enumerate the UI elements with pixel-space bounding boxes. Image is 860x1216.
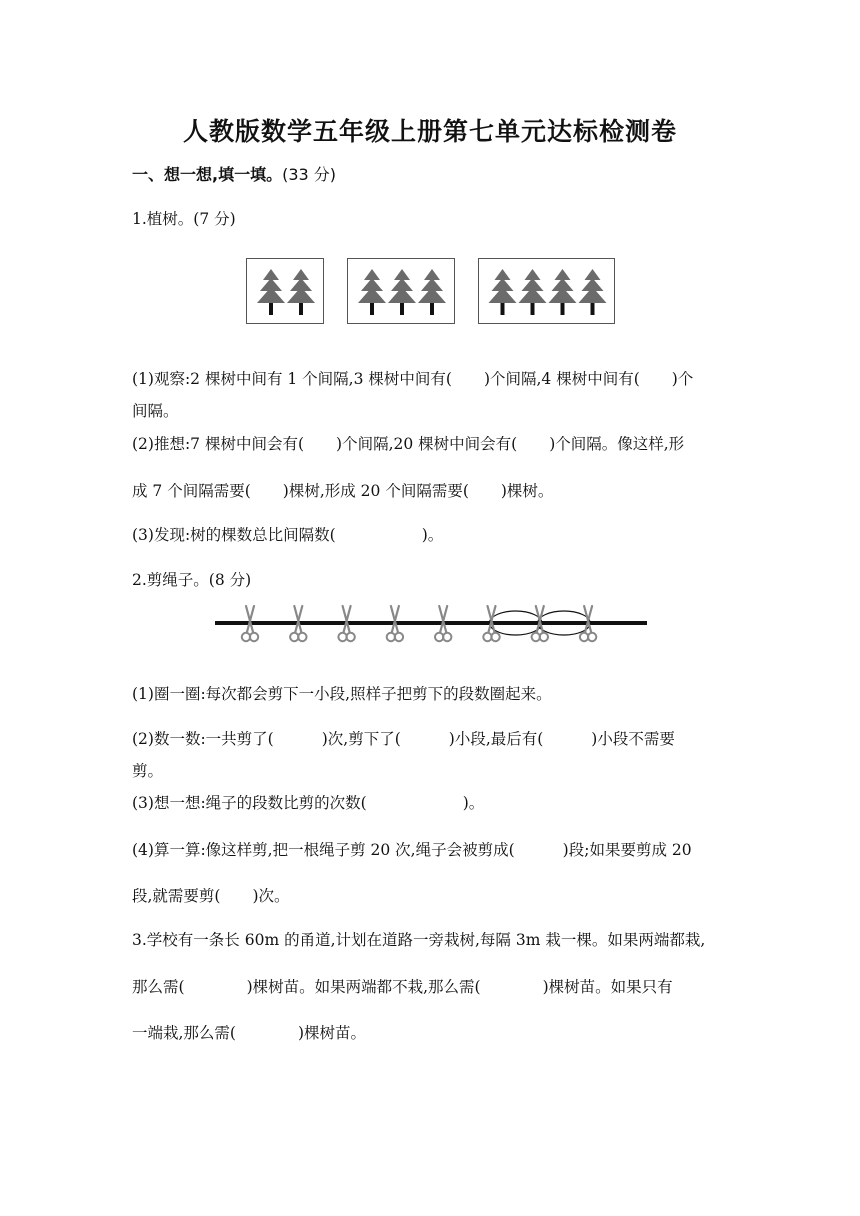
tree-group-2-svg	[247, 259, 325, 325]
q3-line2	[132, 975, 673, 997]
q1-part2-text-c: )个间隔。像这样,形	[549, 435, 685, 453]
q1-part1-line1	[132, 367, 693, 389]
q1-part2-text-f: )棵树。	[500, 482, 554, 500]
q1-part3-text-b: )。	[421, 526, 444, 544]
q1-part2-text-d: 成 7 个间隔需要(	[132, 482, 251, 500]
q3-text-d: 一端栽,那么需(	[132, 1024, 236, 1042]
q2-part2-text-c: )小段,最后有(	[448, 730, 544, 748]
q2-part2-text-b: )次,剪下了(	[321, 730, 401, 748]
q1-part1-line2: 间隔。	[132, 402, 179, 420]
tree-icon	[257, 269, 285, 315]
q2-part2-text-a: (2)数一数:一共剪了(	[132, 730, 274, 748]
q2-part2-line1	[132, 727, 675, 749]
rope-illustration	[210, 604, 660, 650]
q2-part2-line2: 剪。	[132, 762, 164, 780]
tree-icon	[519, 269, 547, 315]
tree-group-4-svg	[479, 259, 616, 325]
tree-icon	[388, 269, 416, 315]
page-title: 人教版数学五年级上册第七单元达标检测卷	[182, 117, 677, 146]
q2-part4-line1	[132, 838, 692, 860]
q1-part2-text-e: )棵树,形成 20 个间隔需要(	[282, 482, 469, 500]
tree-group-3	[347, 258, 455, 324]
q1-part2-text-b: )个间隔,20 棵树中间会有(	[336, 435, 518, 453]
q1-title: 1.植树。(7 分)	[132, 210, 236, 228]
tree-icon	[489, 269, 517, 315]
tree-icon	[579, 269, 607, 315]
section-1-score: (33 分)	[282, 165, 337, 184]
q2-part3	[132, 791, 484, 813]
q2-part1: (1)圈一圈:每次都会剪下一小段,照样子把剪下的段数圈起来。	[132, 685, 552, 703]
tree-icon	[287, 269, 315, 315]
q2-part4-text-a: (4)算一算:像这样剪,把一根绳子剪 20 次,绳子会被剪成(	[132, 841, 515, 859]
q1-part2-text-a: (2)推想:7 棵树中间会有(	[132, 435, 305, 453]
q1-part2-line1	[132, 432, 684, 454]
q3-text-b: )棵树苗。如果两端都不栽,那么需(	[246, 978, 481, 996]
q2-part4-text-c: 段,就需要剪(	[132, 887, 221, 905]
q2-part4-text-d: )次。	[252, 887, 290, 905]
section-1-heading	[132, 162, 336, 185]
q3-text-e: )棵树苗。	[297, 1024, 367, 1042]
q3-text-c: )棵树苗。如果只有	[542, 978, 673, 996]
q3-text-a: 那么需(	[132, 978, 185, 996]
tree-group-4	[478, 258, 615, 324]
q1-part3	[132, 523, 443, 545]
q1-part1-text-c: )个	[671, 370, 694, 388]
tree-icon	[358, 269, 386, 315]
tree-icon	[418, 269, 446, 315]
tree-group-2	[246, 258, 324, 324]
q2-part4-text-b: )段;如果要剪成 20	[562, 841, 692, 859]
q3-line1: 3.学校有一条长 60m 的甬道,计划在道路一旁栽树,每隔 3m 栽一棵。如果两端都栽,	[132, 931, 706, 949]
q1-part3-text-a: (3)发现:树的棵数总比间隔数(	[132, 526, 336, 544]
q2-part3-text-b: )。	[462, 794, 485, 812]
q2-title: 2.剪绳子。(8 分)	[132, 571, 252, 589]
q1-part1-text-a: (1)观察:2 棵树中间有 1 个间隔,3 棵树中间有(	[132, 370, 452, 388]
tree-group-3-svg	[348, 259, 456, 325]
rope-svg	[210, 604, 660, 650]
section-1-label: 一、想一想,填一填。	[132, 165, 283, 184]
q1-part1-text-b: )个间隔,4 棵树中间有(	[483, 370, 640, 388]
tree-illustration	[0, 258, 860, 330]
q2-part3-text-a: (3)想一想:绳子的段数比剪的次数(	[132, 794, 367, 812]
q1-part2-line2	[132, 479, 553, 501]
q3-line3	[132, 1021, 366, 1043]
tree-icon	[549, 269, 577, 315]
q2-part4-line2	[132, 884, 290, 906]
q2-part2-text-d: )小段不需要	[591, 730, 675, 748]
